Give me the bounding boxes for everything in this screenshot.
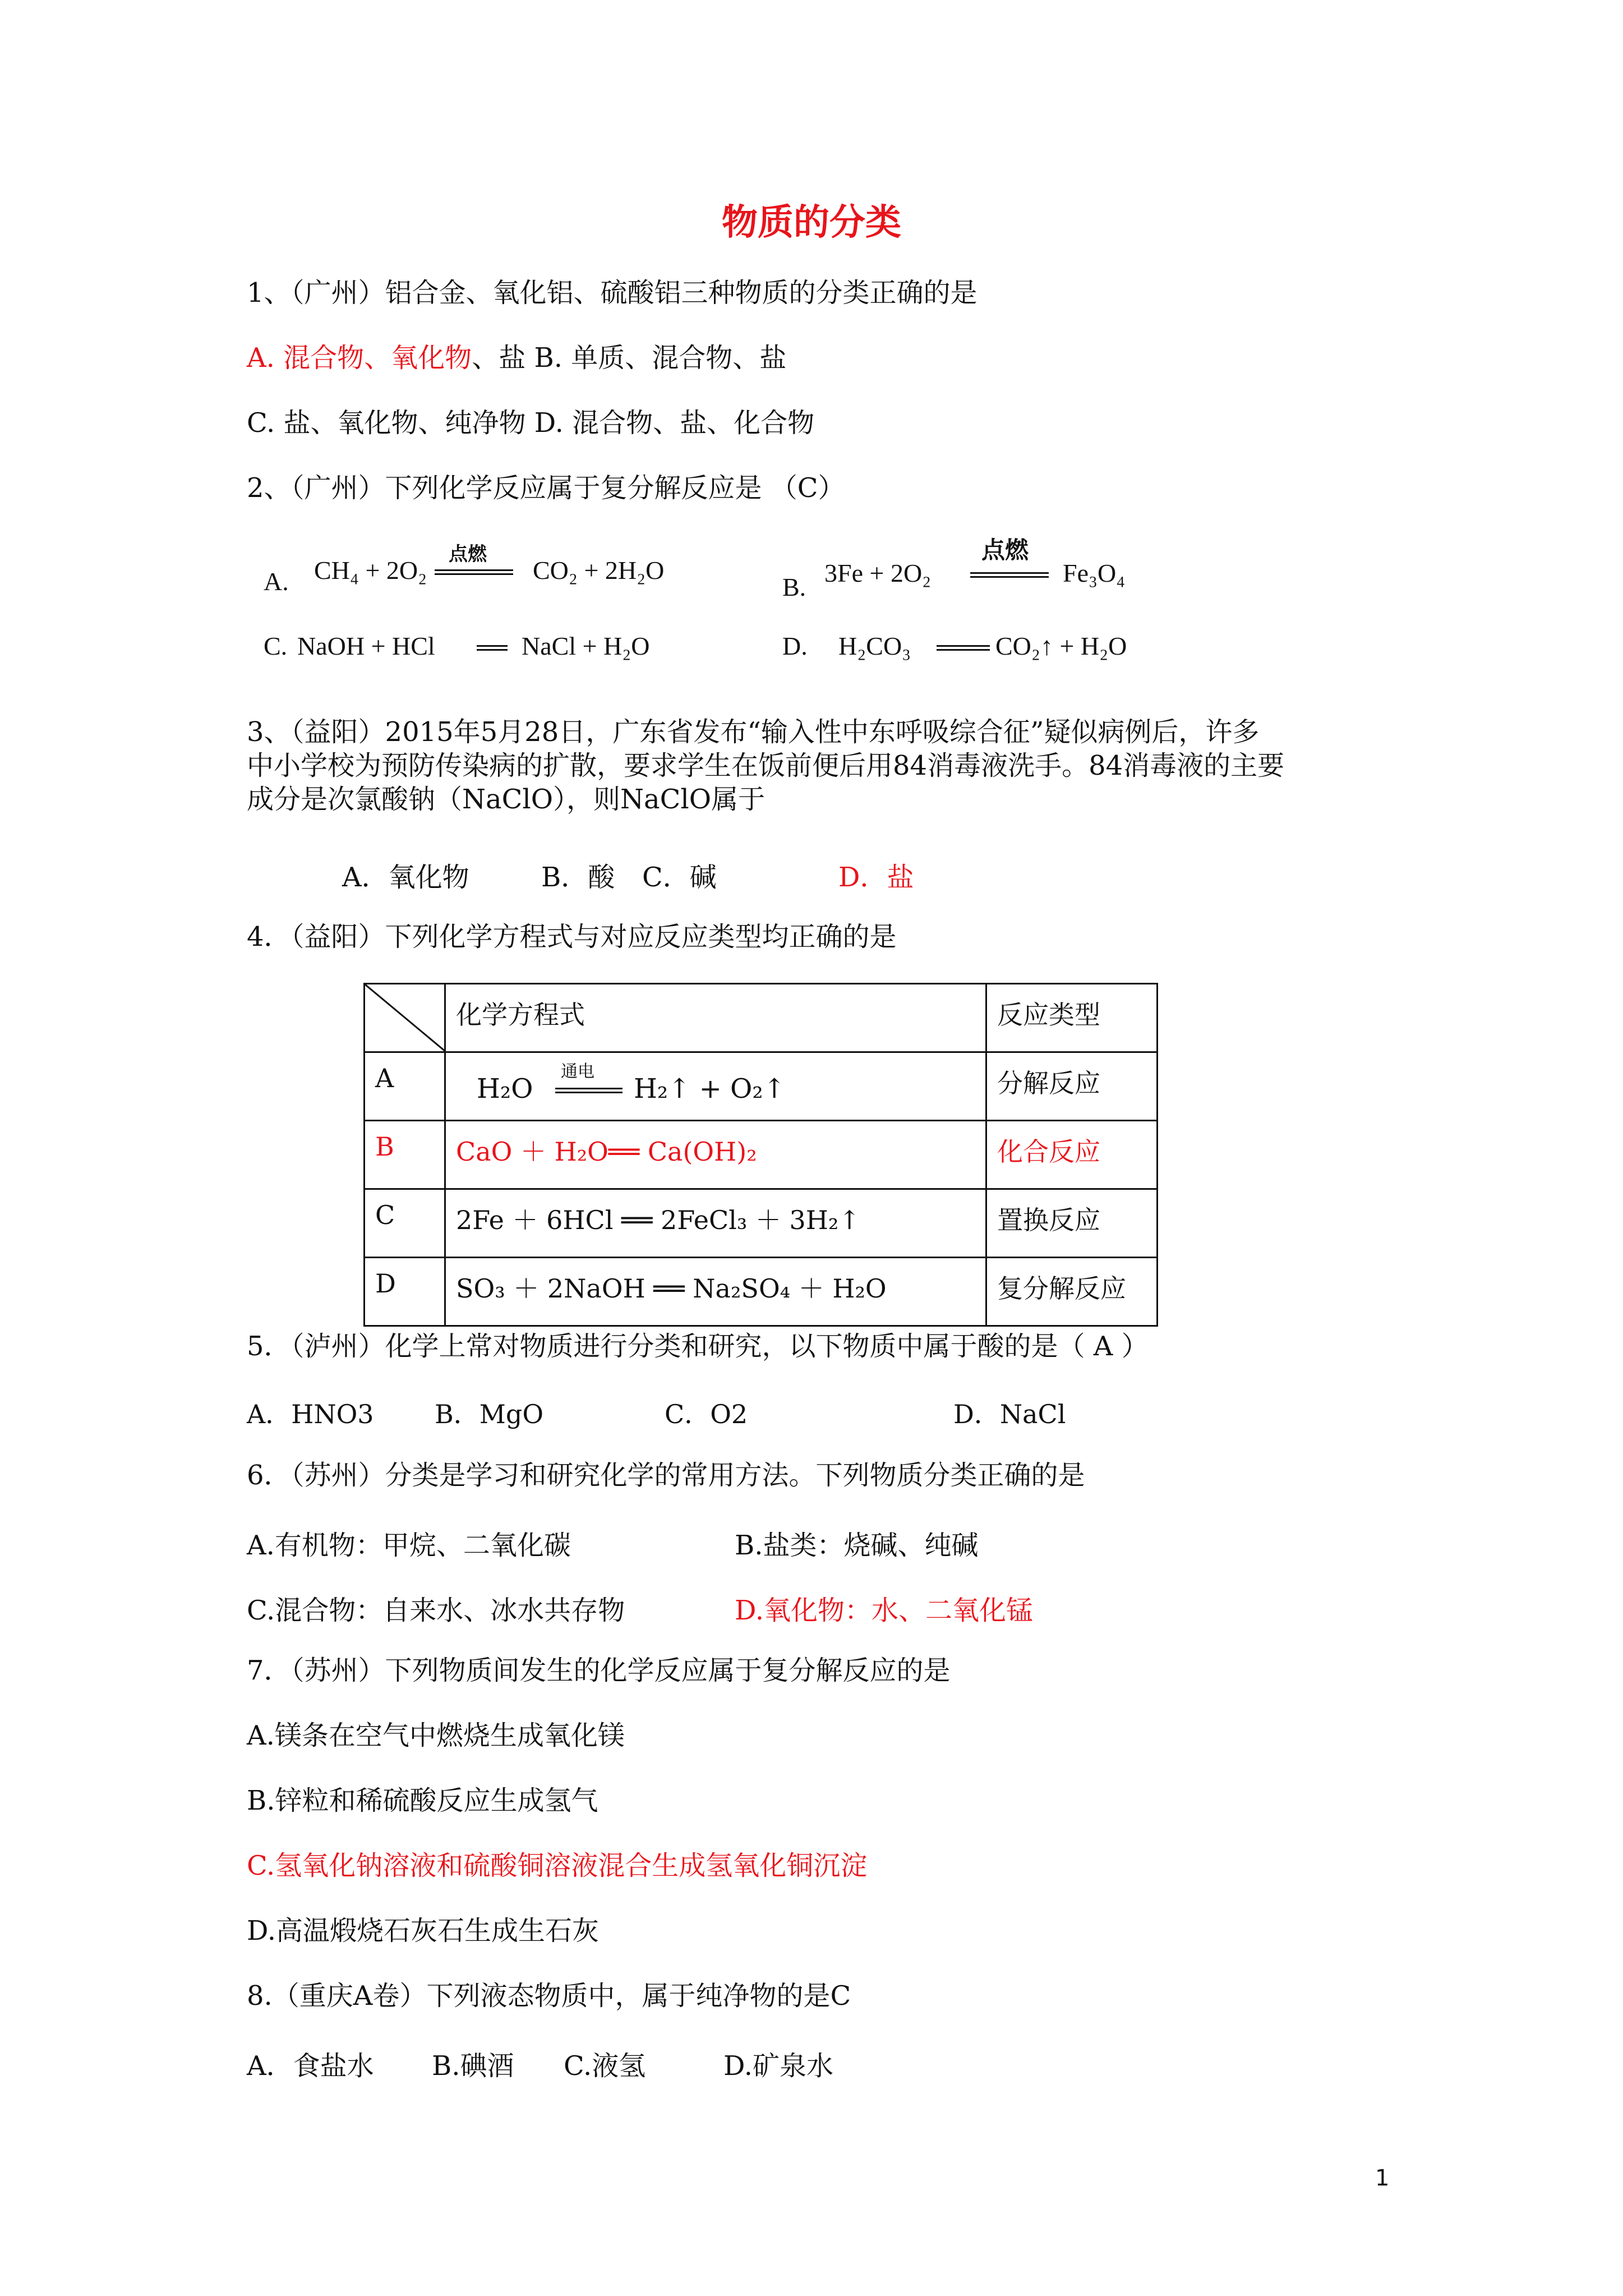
equation-d-reactants: H₂CO₃ [838, 632, 911, 660]
table-row [365, 1189, 1158, 1258]
equation-b-products: Fe₃O₄ [1063, 559, 1126, 587]
question-5-option-d: D．NaCl [953, 1399, 1066, 1429]
question-7-answer: C.氢氧化钠溶液和硫酸铜溶液混合生成氢氧化铜沉淀 [247, 1850, 868, 1881]
equation-b-reactants: 3Fe + 2O₂ [824, 559, 932, 587]
row-label: C [365, 1189, 445, 1258]
question-8-option-a: A．食盐水 [247, 2050, 374, 2082]
equation-c-products: NaCl + H₂O [522, 632, 650, 660]
row-a-condition: 通电 [561, 1062, 594, 1082]
question-8-option-d: D.矿泉水 [723, 2050, 834, 2082]
header-equation: 化学方程式 [445, 984, 986, 1052]
page-title: 物质的分类 [722, 202, 901, 243]
row-label: A [365, 1052, 445, 1121]
equation-a-equals-sign [435, 569, 513, 575]
equation-c-reactants: NaOH + HCl [297, 632, 435, 660]
row-type: 化合反应 [986, 1121, 1158, 1189]
question-1-stem: 1、（广州）铝合金、氧化铝、硫酸铝三种物质的分类正确的是 [247, 277, 978, 309]
row-equation: SO₃ ＋ 2NaOH ══ Na₂SO₄ ＋ H₂O [445, 1258, 986, 1326]
question-1-options-cd: C. 盐、氧化物、纯净物 D. 混合物、盐、化合物 [247, 407, 815, 439]
equation-b-equals-sign [970, 572, 1049, 578]
equation-c-equals-sign [477, 645, 508, 651]
equation-a-condition: 点燃 [449, 543, 487, 565]
row-equation [445, 1052, 986, 1121]
row-type: 分解反应 [986, 1052, 1158, 1121]
question-5-stem: 5．（泸州）化学上常对物质进行分类和研究，以下物质中属于酸的是（ A ） [247, 1331, 1149, 1362]
row-equation: 2Fe ＋ 6HCl ══ 2FeCl₃ ＋ 3H₂↑ [445, 1189, 986, 1258]
equation-b-label: B. [782, 573, 806, 601]
reaction-table [363, 983, 1158, 1327]
table-row [365, 1121, 1158, 1189]
row-type: 置换反应 [986, 1189, 1158, 1258]
equation-b-condition: 点燃 [981, 536, 1029, 564]
question-8-option-c: C.液氢 [564, 2050, 646, 2082]
question-4-stem: 4．（益阳）下列化学方程式与对应反应类型均正确的是 [247, 921, 897, 953]
row-a-products: H₂↑ + O₂↑ [634, 1073, 786, 1105]
question-1-options-rest: 、盐 B. 单质、混合物、盐 [472, 342, 787, 374]
equation-a-products: CO₂ + 2H₂O [533, 556, 665, 585]
table-header-row [365, 984, 1158, 1052]
question-6-option-b: B.盐类：烧碱、纯碱 [735, 1530, 979, 1561]
question-6-stem: 6．（苏州）分类是学习和研究化学的常用方法。下列物质分类正确的是 [247, 1460, 1085, 1491]
question-8-stem: 8.（重庆A卷）下列液态物质中，属于纯净物的是C [247, 1980, 851, 2012]
question-5-option-b: B．MgO [435, 1399, 544, 1429]
row-type: 复分解反应 [986, 1258, 1158, 1326]
page-number: 1 [1375, 2165, 1390, 2191]
question-1-options-ab [247, 341, 786, 375]
question-7-option-a: A.镁条在空气中燃烧生成氧化镁 [247, 1720, 625, 1751]
row-label: D [365, 1258, 445, 1326]
header-reaction-type: 反应类型 [986, 984, 1158, 1052]
question-7-option-d: D.高温煅烧石灰石生成生石灰 [247, 1915, 600, 1947]
question-3-line-2: 中小学校为预防传染病的扩散，要求学生在饭前便后用84消毒液洗手。84消毒液的主要 [247, 750, 1285, 781]
diagonal-line [365, 984, 446, 1052]
row-equation: CaO ＋ H₂O══ Ca(OH)₂ [445, 1121, 986, 1189]
question-3-line-1: 3、（益阳）2015年5月28日，广东省发布“输入性中东呼吸综合征”疑似病例后，许多 [247, 716, 1260, 748]
equation-a-label: A. [264, 567, 289, 596]
equation-a-reactants: CH₄ + 2O₂ [314, 556, 427, 585]
question-5-option-a: A．HNO3 [247, 1399, 374, 1429]
question-3-option-a: A．氧化物 [342, 862, 469, 893]
question-3-line-3: 成分是次氯酸钠（NaClO），则NaClO属于 [247, 784, 766, 815]
question-6-option-a: A.有机物：甲烷、二氧化碳 [247, 1530, 571, 1561]
question-7-option-b: B.锌粒和稀硫酸反应生成氢气 [247, 1785, 598, 1816]
equation-d-equals-sign [937, 645, 990, 651]
question-5-option-c: C．O2 [665, 1399, 748, 1429]
question-3-answer: D．盐 [838, 862, 914, 893]
diagonal-header-cell [365, 984, 445, 1052]
equation-c-label: C. [264, 632, 288, 660]
question-7-stem: 7．（苏州）下列物质间发生的化学反应属于复分解反应的是 [247, 1655, 951, 1686]
equation-d-products: CO₂↑ + H₂O [995, 632, 1127, 660]
equation-d-label: D. [782, 632, 808, 660]
row-a-equals-sign [555, 1088, 623, 1093]
row-a-reactant: H₂O [477, 1073, 533, 1105]
question-3-option-c: C．碱 [642, 862, 717, 893]
table-row [365, 1052, 1158, 1121]
table-row [365, 1258, 1158, 1326]
question-1-answer: A. 混合物、氧化物 [247, 342, 472, 374]
question-6-option-c: C.混合物：自来水、冰水共存物 [247, 1595, 625, 1626]
question-8-option-b: B.碘酒 [432, 2050, 514, 2082]
question-2-stem: 2、（广州）下列化学反应属于复分解反应是 （C） [247, 472, 845, 504]
row-label: B [365, 1121, 445, 1189]
question-3-option-b: B．酸 [541, 862, 615, 893]
question-6-answer: D.氧化物：水、二氧化锰 [735, 1595, 1034, 1626]
